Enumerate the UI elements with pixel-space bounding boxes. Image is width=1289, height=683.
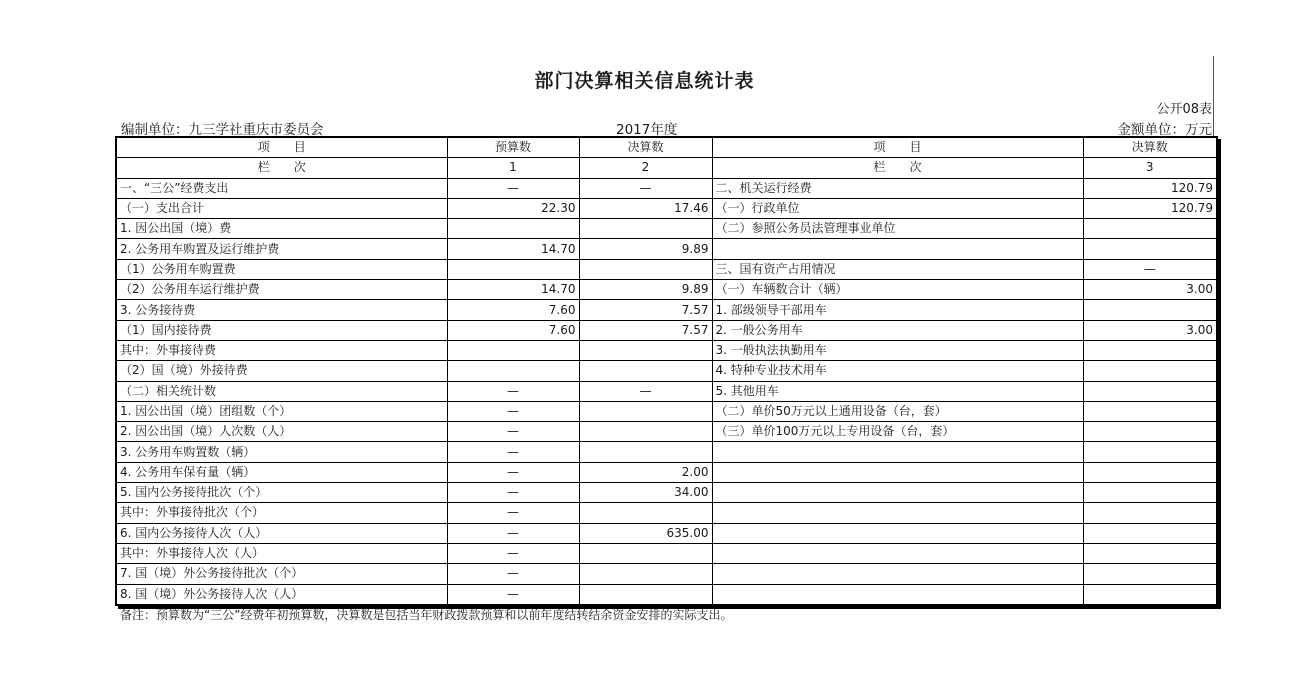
table-row bbox=[116, 300, 1217, 320]
table-row bbox=[116, 584, 1217, 605]
report-year: 2017年度 bbox=[616, 122, 678, 138]
amount-unit: 金额单位：万元 bbox=[1117, 122, 1212, 138]
row-final-right: — bbox=[1083, 259, 1217, 279]
row-item: （一）支出合计 bbox=[116, 198, 447, 218]
row-budget bbox=[447, 219, 579, 239]
table-row bbox=[116, 442, 1217, 462]
row-final bbox=[579, 442, 712, 462]
row-final-right: 120.79 bbox=[1083, 198, 1217, 218]
header-item-right: 项 目 bbox=[712, 137, 1083, 158]
row-final-right bbox=[1083, 564, 1217, 584]
row-item: 8. 国（境）外公务接待人次（人） bbox=[116, 584, 447, 605]
row-item-right: 二、机关运行经费 bbox=[712, 178, 1083, 198]
row-item-right bbox=[712, 239, 1083, 259]
header-budget: 预算数 bbox=[447, 137, 579, 158]
row-budget: — bbox=[447, 523, 579, 543]
header-final-right: 决算数 bbox=[1083, 137, 1217, 158]
row-item-right: 5. 其他用车 bbox=[712, 381, 1083, 401]
row-final-right bbox=[1083, 422, 1217, 442]
row-item: 6. 国内公务接待人次（人） bbox=[116, 523, 447, 543]
row-budget: — bbox=[447, 442, 579, 462]
row-item-right: （一）车辆数合计（辆） bbox=[712, 280, 1083, 300]
row-budget bbox=[447, 361, 579, 381]
col-label: 栏 次 bbox=[116, 158, 447, 178]
table-row bbox=[116, 422, 1217, 442]
row-budget: 7.60 bbox=[447, 320, 579, 340]
table-row bbox=[116, 523, 1217, 543]
row-item: 4. 公务用车保有量（辆） bbox=[116, 462, 447, 482]
row-budget: — bbox=[447, 462, 579, 482]
row-final: 7.57 bbox=[579, 300, 712, 320]
row-item-right: 4. 特种专业技术用车 bbox=[712, 361, 1083, 381]
row-item: （1）国内接待费 bbox=[116, 320, 447, 340]
row-item-right bbox=[712, 564, 1083, 584]
row-final: 9.89 bbox=[579, 239, 712, 259]
row-item: 2. 公务用车购置及运行维护费 bbox=[116, 239, 447, 259]
row-item-right: 3. 一般执法执勤用车 bbox=[712, 340, 1083, 360]
table-row bbox=[116, 198, 1217, 218]
row-budget bbox=[447, 259, 579, 279]
row-final: — bbox=[579, 178, 712, 198]
table-row bbox=[116, 259, 1217, 279]
table-row bbox=[116, 280, 1217, 300]
row-final-right bbox=[1083, 340, 1217, 360]
row-item-right bbox=[712, 543, 1083, 563]
row-final: 7.57 bbox=[579, 320, 712, 340]
row-final bbox=[579, 340, 712, 360]
row-item: 2. 因公出国（境）人次数（人） bbox=[116, 422, 447, 442]
row-final-right bbox=[1083, 483, 1217, 503]
row-budget: — bbox=[447, 564, 579, 584]
row-final: 2.00 bbox=[579, 462, 712, 482]
row-final bbox=[579, 401, 712, 421]
row-budget: — bbox=[447, 584, 579, 605]
row-item: 3. 公务接待费 bbox=[116, 300, 447, 320]
row-item: （2）公务用车运行维护费 bbox=[116, 280, 447, 300]
row-final bbox=[579, 422, 712, 442]
table-row bbox=[116, 178, 1217, 198]
row-budget: 14.70 bbox=[447, 280, 579, 300]
row-item: 1. 因公出国（境）团组数（个） bbox=[116, 401, 447, 421]
row-item-right: 1. 部级领导干部用车 bbox=[712, 300, 1083, 320]
row-item-right: （二）单价50万元以上通用设备（台，套） bbox=[712, 401, 1083, 421]
row-final: — bbox=[579, 381, 712, 401]
row-item: （2）国（境）外接待费 bbox=[116, 361, 447, 381]
row-final-right bbox=[1083, 503, 1217, 523]
row-item: 一、“三公”经费支出 bbox=[116, 178, 447, 198]
row-item-right bbox=[712, 523, 1083, 543]
table-row bbox=[116, 361, 1217, 381]
row-item: 1. 因公出国（境）费 bbox=[116, 219, 447, 239]
row-budget: — bbox=[447, 422, 579, 442]
row-final-right bbox=[1083, 381, 1217, 401]
row-final bbox=[579, 543, 712, 563]
row-final bbox=[579, 584, 712, 605]
row-final-right bbox=[1083, 239, 1217, 259]
row-final-right bbox=[1083, 543, 1217, 563]
row-final: 17.46 bbox=[579, 198, 712, 218]
row-final-right bbox=[1083, 462, 1217, 482]
row-item: 其中：外事接待费 bbox=[116, 340, 447, 360]
row-item-right bbox=[712, 483, 1083, 503]
row-budget: — bbox=[447, 178, 579, 198]
col-index-2: 2 bbox=[579, 158, 712, 178]
row-final-right bbox=[1083, 219, 1217, 239]
row-final-right: 3.00 bbox=[1083, 280, 1217, 300]
header-item: 项 目 bbox=[116, 137, 447, 158]
row-item: 7. 国（境）外公务接待批次（个） bbox=[116, 564, 447, 584]
row-final-right: 3.00 bbox=[1083, 320, 1217, 340]
row-item-right: （一）行政单位 bbox=[712, 198, 1083, 218]
row-item-right: （三）单价100万元以上专用设备（台，套） bbox=[712, 422, 1083, 442]
table-row bbox=[116, 239, 1217, 259]
col-index-3: 3 bbox=[1083, 158, 1217, 178]
row-budget: 7.60 bbox=[447, 300, 579, 320]
row-budget: — bbox=[447, 401, 579, 421]
row-budget: 14.70 bbox=[447, 239, 579, 259]
row-budget: — bbox=[447, 483, 579, 503]
row-item: 其中：外事接待人次（人） bbox=[116, 543, 447, 563]
table-row bbox=[116, 483, 1217, 503]
table-row bbox=[116, 340, 1217, 360]
row-item-right: 2. 一般公务用车 bbox=[712, 320, 1083, 340]
row-item-right bbox=[712, 584, 1083, 605]
row-item: 5. 国内公务接待批次（个） bbox=[116, 483, 447, 503]
table-header-row bbox=[116, 137, 1217, 158]
col-index-1: 1 bbox=[447, 158, 579, 178]
table-row bbox=[116, 564, 1217, 584]
row-item: 其中：外事接待批次（个） bbox=[116, 503, 447, 523]
compiling-unit: 编制单位：九三学社重庆市委员会 bbox=[121, 122, 324, 138]
row-item: （1）公务用车购置费 bbox=[116, 259, 447, 279]
row-final bbox=[579, 503, 712, 523]
row-final bbox=[579, 564, 712, 584]
row-item-right bbox=[712, 442, 1083, 462]
row-final-right bbox=[1083, 361, 1217, 381]
header-final: 决算数 bbox=[579, 137, 712, 158]
row-budget: — bbox=[447, 543, 579, 563]
table-row bbox=[116, 543, 1217, 563]
table-row bbox=[116, 320, 1217, 340]
row-budget: 22.30 bbox=[447, 198, 579, 218]
row-item-right: （二）参照公务员法管理事业单位 bbox=[712, 219, 1083, 239]
row-item: （二）相关统计数 bbox=[116, 381, 447, 401]
row-item-right bbox=[712, 462, 1083, 482]
col-label-right: 栏 次 bbox=[712, 158, 1083, 178]
row-final-right bbox=[1083, 442, 1217, 462]
row-budget bbox=[447, 340, 579, 360]
row-final bbox=[579, 361, 712, 381]
row-final-right bbox=[1083, 584, 1217, 605]
page-title: 部门决算相关信息统计表 bbox=[534, 70, 755, 92]
row-final bbox=[579, 219, 712, 239]
row-budget: — bbox=[447, 381, 579, 401]
row-item: 3. 公务用车购置数（辆） bbox=[116, 442, 447, 462]
row-budget: — bbox=[447, 503, 579, 523]
row-final: 34.00 bbox=[579, 483, 712, 503]
row-final-right bbox=[1083, 300, 1217, 320]
row-item-right bbox=[712, 503, 1083, 523]
row-final bbox=[579, 259, 712, 279]
table-row bbox=[116, 503, 1217, 523]
form-code: 公开08表 bbox=[1156, 102, 1212, 117]
table-row bbox=[116, 401, 1217, 421]
statistics-table bbox=[115, 136, 1218, 606]
row-final-right bbox=[1083, 523, 1217, 543]
table-row bbox=[116, 219, 1217, 239]
footnote: 备注：预算数为“三公”经费年初预算数，决算数是包括当年财政拨款预算和以前年度结转结余资金安排的实际支出。 bbox=[120, 608, 733, 622]
row-final: 9.89 bbox=[579, 280, 712, 300]
row-final-right: 120.79 bbox=[1083, 178, 1217, 198]
table-column-index-row bbox=[116, 158, 1217, 178]
row-final: 635.00 bbox=[579, 523, 712, 543]
row-item-right: 三、国有资产占用情况 bbox=[712, 259, 1083, 279]
table-row bbox=[116, 381, 1217, 401]
table-row bbox=[116, 462, 1217, 482]
row-final-right bbox=[1083, 401, 1217, 421]
